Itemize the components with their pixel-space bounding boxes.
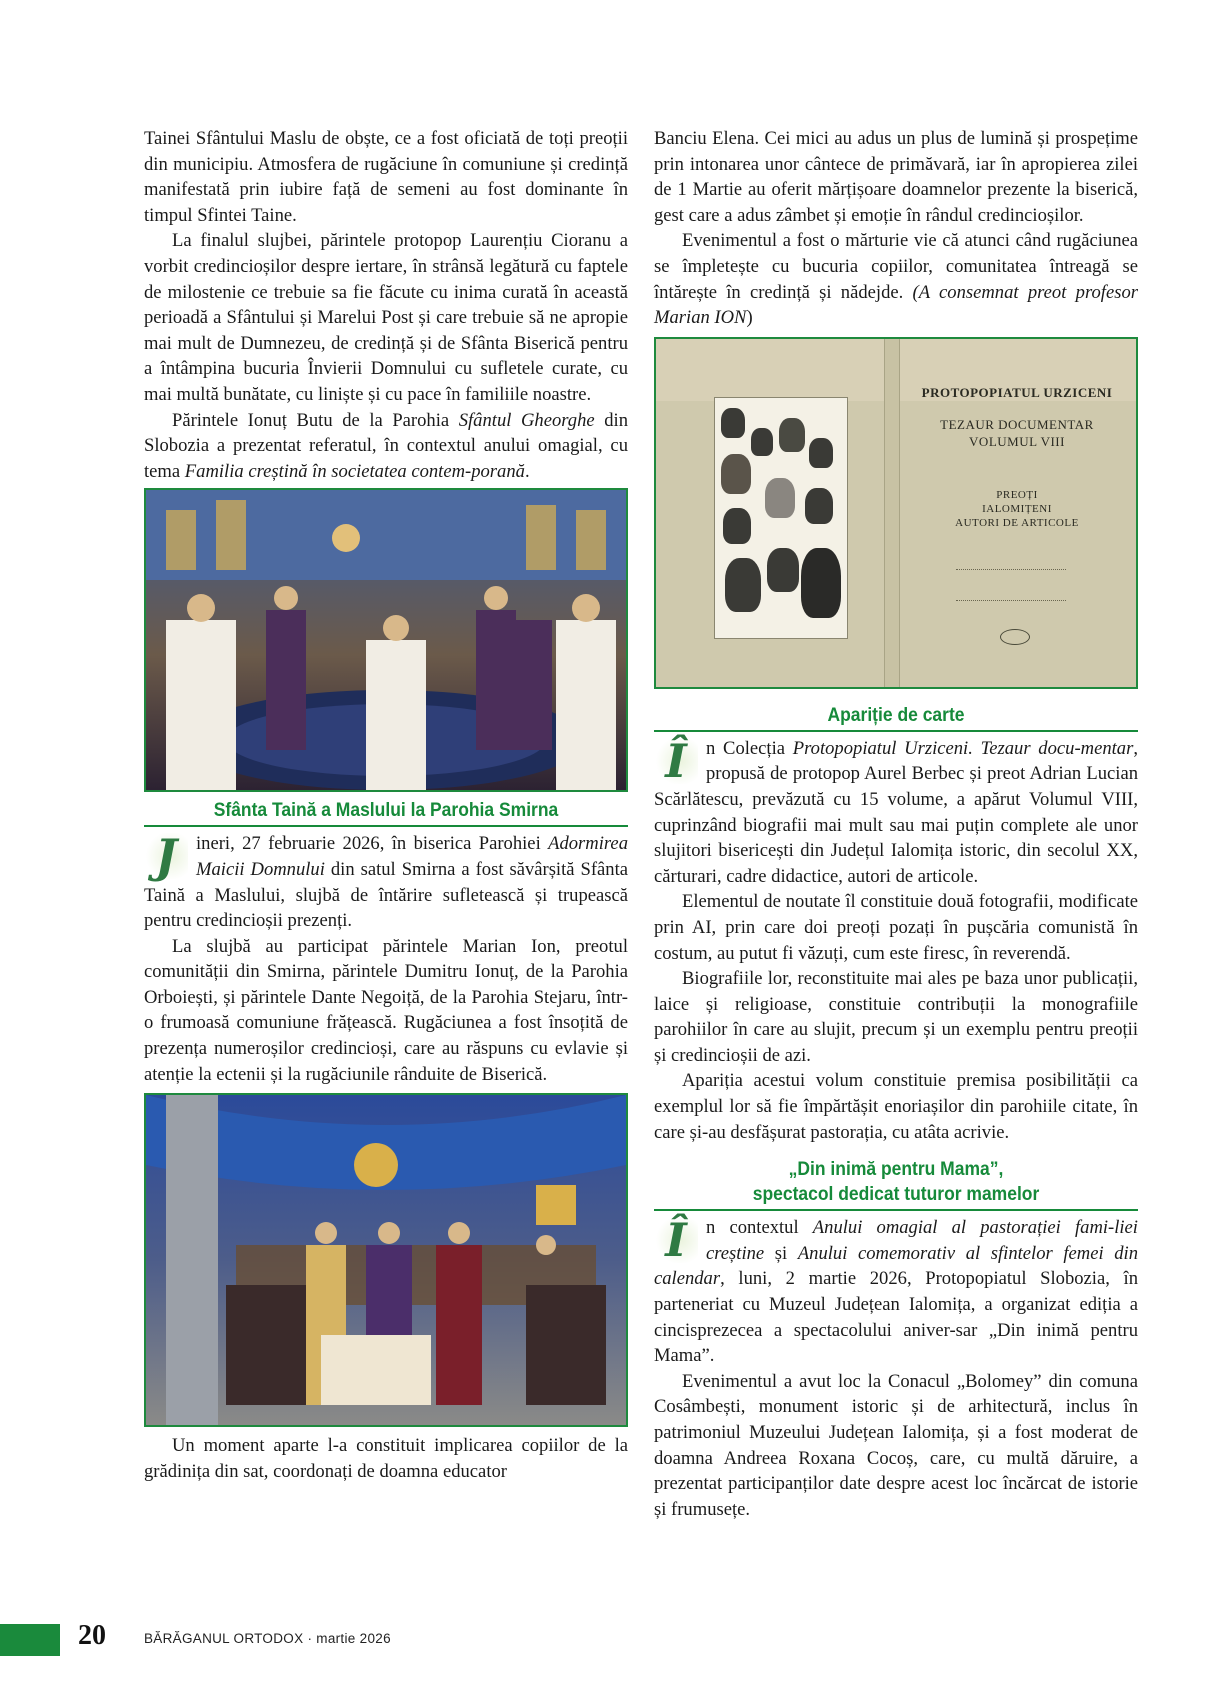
cover-publisher-logo <box>1000 629 1030 645</box>
dropcap-initial: J <box>144 833 188 879</box>
mama-paragraph-1: Î n contextul Anului omagial al pastorației fami-liei creștine și Anului comemorativ al sfintelor femei din calendar, luni, 2 martie 2026, Protopopiatul Slobozia, în parteneriat cu Muzeul Județean Ialomița, a organizat ediția a cincisprezecea a spectacolului aniver-sar „Din inimă pentru Mama”. <box>654 1213 1138 1367</box>
dropcap-initial: Î <box>654 1217 698 1263</box>
photo-illustration <box>146 1095 626 1425</box>
cover-subtitle-3: AUTORI DE ARTICOLE <box>955 516 1079 529</box>
portrait-collage <box>714 397 848 639</box>
book-cover <box>656 339 1136 687</box>
cover-subtitle-1: PREOȚI <box>996 488 1038 501</box>
carte-paragraph-4: Apariția acestui volum constituie premisa posibilității ca exemplul lor să fie împărtășit enoriașilor din parohiile citate, în care și-au desfășurat pastorația, cu atâta acrivie. <box>654 1070 1138 1143</box>
carte-paragraph-1: Î n Colecția Protopopiatul Urziceni. Tezaur docu-mentar, propusă de protopop Aurel Berbec și preot Adrian Lucian Scărlătescu, prevăzută cu 15 volume, a apărut Volumul VIII, cuprinzând biografii mai mult sau mai puțin complete ale unor slujitori bisericești din Județul Ialomița istoric, din secolul XX, cărturari, cadre didactice, autori de articole. <box>654 733 1138 887</box>
article-paragraph: La finalul slujbei, părintele protopop Laurențiu Cioranu a vorbit credincioșilor despre iertare, în strânsă legătură cu faptele de milostenie ce trebuie sa fie făcute cu inima curată în această perioadă a Sfântului și Marelui Post și care trebuie să ne apropie mai mult de Dumnezeu, de credință și de Sfânta Biserică pentru a întâmpina bucuria Învierii Domnului cu sufletele curate, cu mai multă bunătate, cu liniște și cu pace în familiile noastre. <box>144 230 628 405</box>
publication-name: BĂRĂGANUL ORTODOX · martie 2026 <box>144 1631 391 1646</box>
section-divider <box>144 825 628 827</box>
section-divider <box>654 730 1138 732</box>
smirna-paragraph-1: J ineri, 27 februarie 2026, în biserica Parohiei Adormirea Maicii Domnului din satul Smirna a fost săvârșită Sfânta Taină a Maslului, slujbă de întărire sufletească și trupească pentru credincioșii prezenți. <box>144 829 628 932</box>
cover-series: PROTOPOPIATUL URZICENI <box>921 384 1113 400</box>
mama-paragraph-2: Evenimentul a avut loc la Conacul „Bolomey” din comuna Cosâmbești, monument istoric și de arhitectură, inclus în patrimoniul Muzeului Județean Ialomița, și a fost moderat de doamna Andreea Roxana Cocoș, care, cu multă dăruire, a prezentat participanților date despre acest loc încărcat de istorie și frumusețe. <box>654 1370 1138 1520</box>
left-column <box>144 126 628 1484</box>
right-column <box>654 126 1138 1522</box>
referat-paragraph: Părintele Ionuț Butu de la Parohia Sfântul Gheorghe din Slobozia a prezentat referatul, în contextul anului omagial, cu tema Familia creștină în societatea contem-porană. <box>144 409 628 482</box>
carte-paragraph-2: Elementul de noutate îl constituie două fotografii, modificate prin AI, prin care doi preoți pozați în pușcăria comunistă în costum, au putut fi văzuți, cum este firesc, în reverendă. <box>654 891 1138 964</box>
cover-fine-print <box>956 569 1066 601</box>
section-title-smirna: Sfânta Taină a Maslului la Parohia Smirna <box>213 800 559 822</box>
section-title-mama-line2: spectacol dedicat tuturor mamelor <box>752 1184 1040 1206</box>
section-title-mama-line1: „Din inimă pentru Mama”, <box>788 1159 1004 1181</box>
page-number: 20 <box>78 1620 106 1651</box>
photo-illustration <box>146 490 626 790</box>
cover-subtitle-2: IALOMIȚENI <box>982 502 1052 515</box>
footer-accent-bar <box>0 1624 60 1656</box>
section-divider <box>654 1209 1138 1211</box>
smirna-paragraph-2: La slujbă au participat părintele Marian Ion, preotul comunității din Smirna, părintele Dumitru Ionuț, de la Parohia Orboiești, și părintele Dante Negoiță, de la Parohia Stejaru, într-o frumoasă comuniune frățească. Rugăciunea a fost însoțită de prezența numeroșilor credincioși, care au răspuns cu evlavie și atenție la ectenii și la rugăciunile rânduite de Biserică. <box>144 935 628 1085</box>
smirna-paragraph-3: Un moment aparte l-a constituit implicarea copiilor de la grădinița din sat, coordonați de doamna educator <box>144 1435 628 1482</box>
article-paragraph: Evenimentul a fost o mărturie vie că atunci când rugăciunea se împletește cu bucuria copiilor, comunitatea întreagă se întărește în credință și nădejde. (A consemnat preot profesor Marian ION) <box>654 230 1138 329</box>
cover-title-2: VOLUMUL VIII <box>969 433 1065 449</box>
church-photo-slobozia <box>144 488 628 792</box>
carte-paragraph-3: Biografiile lor, reconstituite mai ales pe baza unor publicații, laice și religioase, constituie contribuții la monografiile parohiilor în care au slujit, precum și un exemplu pentru preoții și credincioșii de azi. <box>654 968 1138 1066</box>
article-paragraph: Tainei Sfântului Maslu de obște, ce a fost oficiată de toți preoții din municipiu. Atmosfera de rugăciune în comuniune și credință manifestată prin iubire față de semeni au fost dominante în timpul Sfintei Taine. <box>144 128 628 226</box>
dropcap-initial: Î <box>654 738 698 784</box>
book-cover-photo <box>654 337 1138 689</box>
section-title-carte: Apariție de carte <box>827 704 965 726</box>
cover-title-1: TEZAUR DOCUMENTAR <box>940 416 1094 432</box>
church-photo-smirna <box>144 1093 628 1427</box>
article-paragraph: Banciu Elena. Cei mici au adus un plus de lumină și prospețime prin intonarea unor cântece de primăvară, iar în apropierea zilei de 1 Martie au oferit mărțișoare doamnelor prezente la biserică, gest care a adus zâmbet și emoție în rândul credincioșilor. <box>654 128 1138 226</box>
